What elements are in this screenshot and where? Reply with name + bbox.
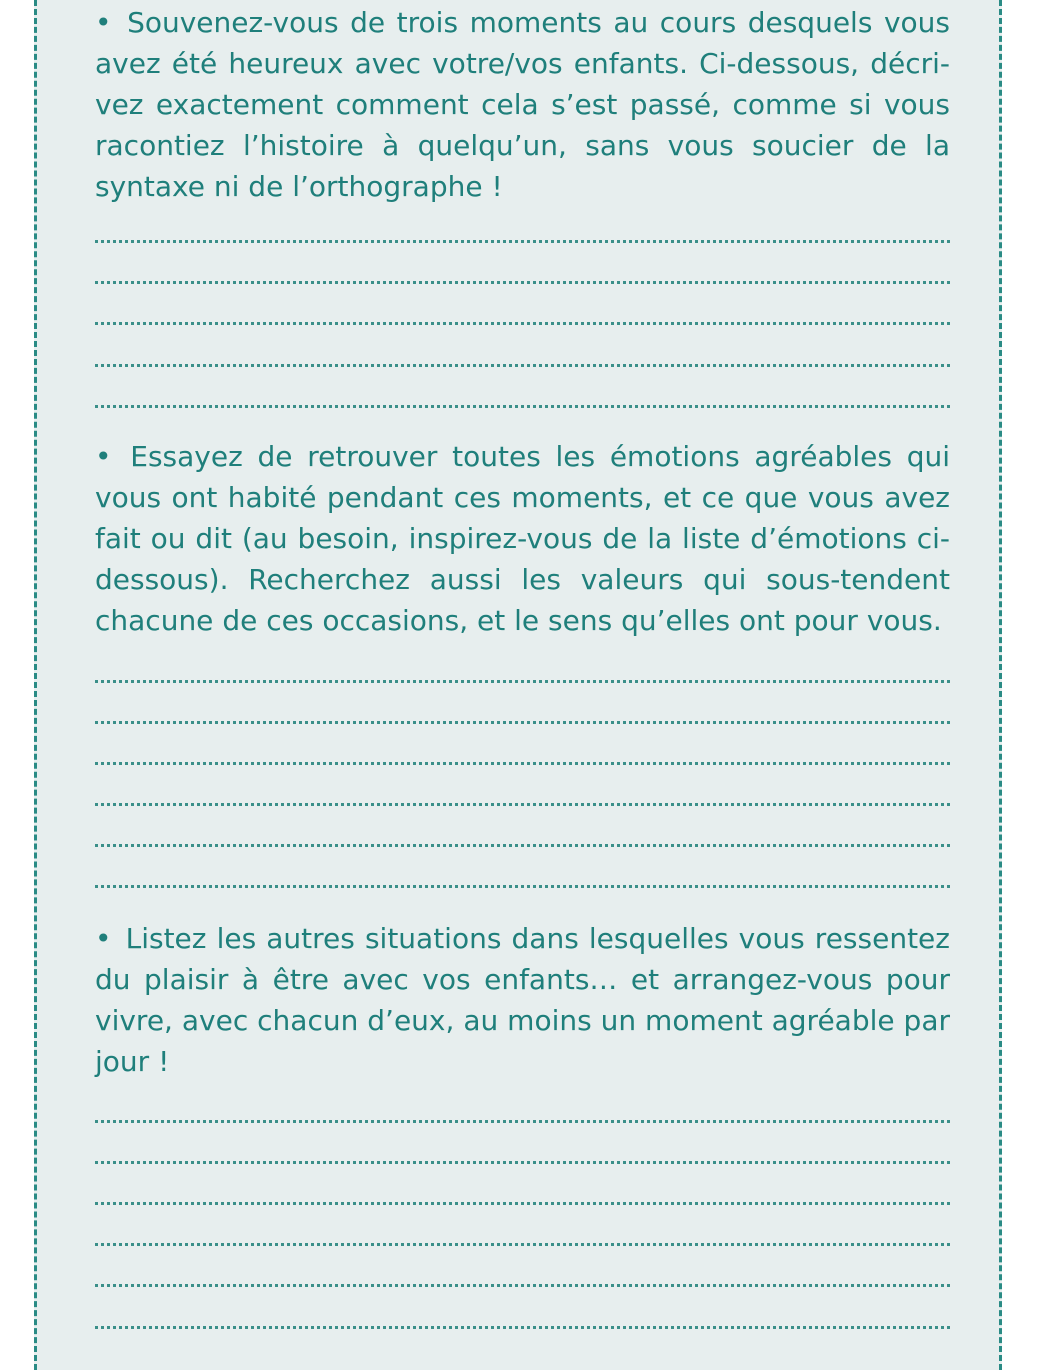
answer-line[interactable] [95, 885, 950, 888]
answer-line[interactable] [95, 405, 950, 408]
answer-line[interactable] [95, 1243, 950, 1246]
exercise-section-1 [95, 2, 950, 207]
bullet-icon: • [95, 440, 112, 473]
answer-line[interactable] [95, 281, 950, 284]
bullet-icon: • [95, 6, 112, 39]
exercise-text-1: Souvenez-vous de trois moments au cours desquels vous avez été heureux avec votre/vos enfants. Ci-dessous, décrivez exactement comment cela s’est passé, comme si vous racontiez l’histoire à quelqu’un, sans vous soucier de la syntaxe ni de l’orthographe ! [95, 6, 950, 203]
exercise-prompt-3 [95, 918, 950, 1082]
exercise-prompt-2 [95, 436, 950, 641]
answer-line[interactable] [95, 1120, 950, 1123]
answer-line[interactable] [95, 1326, 950, 1329]
exercise-section-2 [95, 436, 950, 641]
answer-line[interactable] [95, 762, 950, 765]
answer-line[interactable] [95, 844, 950, 847]
answer-line[interactable] [95, 680, 950, 683]
answer-line[interactable] [95, 322, 950, 325]
exercise-prompt-1 [95, 2, 950, 207]
answer-line[interactable] [95, 803, 950, 806]
bullet-icon: • [95, 922, 112, 955]
answer-line[interactable] [95, 721, 950, 724]
answer-line[interactable] [95, 1161, 950, 1164]
answer-line[interactable] [95, 240, 950, 243]
exercise-text-3: Listez les autres situations dans lesquelles vous ressentez du plaisir à être avec vos enfants… et arrangez-vous pour vivre, avec chacun d’eux, au moins un moment agréable par jour ! [95, 922, 950, 1078]
answer-line[interactable] [95, 364, 950, 367]
answer-line[interactable] [95, 1284, 950, 1287]
exercise-section-3 [95, 918, 950, 1082]
answer-line[interactable] [95, 1202, 950, 1205]
exercise-text-2: Essayez de retrouver toutes les émotions agréables qui vous ont habité pendant ces moments, et ce que vous avez fait ou dit (au besoin, inspirez-vous de la liste d’émotions ci-dessous). Recherchez aussi les valeurs qui sous-tendent chacune de ces occasions, et le sens qu’elles ont pour vous. [95, 440, 951, 637]
